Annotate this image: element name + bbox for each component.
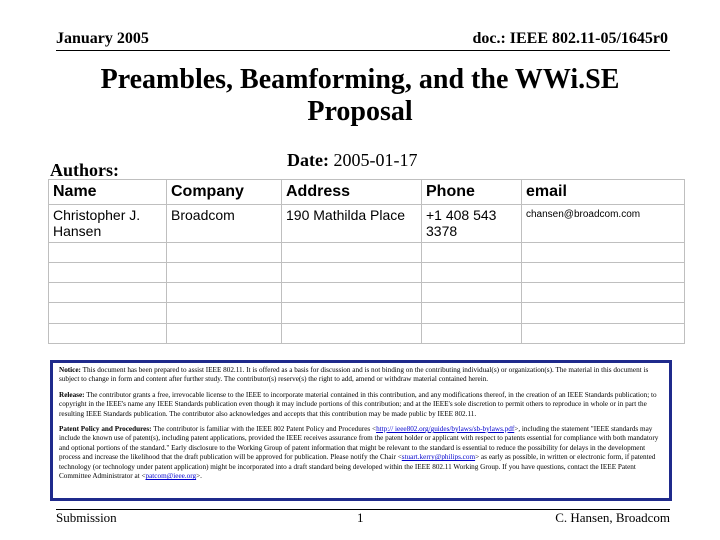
- cell-name: Christopher J. Hansen: [49, 205, 167, 242]
- header-rule: [56, 50, 670, 51]
- footer-author: C. Hansen, Broadcom: [555, 510, 670, 525]
- release-paragraph: [59, 391, 663, 419]
- table-row-empty: [49, 303, 685, 323]
- table-row: [49, 205, 685, 242]
- header-doc-number: doc.: IEEE 802.11-05/1645r0: [472, 30, 668, 47]
- authors-label: Authors:: [50, 160, 120, 180]
- authors-table: [48, 179, 685, 344]
- notice-paragraph: [59, 366, 663, 385]
- table-row-empty: [49, 242, 685, 262]
- bylaws-link[interactable]: http:// ieee802.org/guides/bylaws/sb-bylaws.pdf: [376, 425, 515, 434]
- date-label: Date:: [287, 150, 329, 170]
- patent-text: >, including the statement "IEEE standards may include the known use of patent(s), including patent applications, provided the IEEE receives assurance from the patent holder or applicant with respect to patents essential for compliance with both mandatory and optional portions of the standard." Early disclosure to the Working Group of patent information that might be relevant to the standard is essential to reduce the possibility for delays in the development process and increase the likelihood that the draft publication will be approved for publication. Please notify the Chair <: [59, 425, 659, 462]
- header-date: January 2005: [56, 30, 149, 47]
- slide-title: Preambles, Beamforming, and the WWi.SE Proposal: [100, 64, 620, 127]
- notice-text: This document has been prepared to assist IEEE 802.11. It is offered as a basis for discussion and is not binding on the contributing individual(s) or organization(s). The material in this document is subject to change in form and content after further study. The contributor(s) reserve(s) the right to add, amend or withdraw material contained herein.: [59, 366, 649, 384]
- table-row-empty: [49, 283, 685, 303]
- patent-heading: Patent Policy and Procedures:: [59, 425, 152, 434]
- cell-address: 190 Mathilda Place: [282, 205, 422, 242]
- patent-paragraph: [59, 425, 663, 481]
- table-header-row: [49, 180, 685, 205]
- cell-phone: +1 408 543 3378: [422, 205, 522, 242]
- date-value: 2005-01-17: [333, 150, 418, 170]
- col-header-name: Name: [49, 180, 167, 205]
- chair-email-link[interactable]: stuart.kerry@philips.com: [401, 453, 476, 462]
- table-row-empty: [49, 323, 685, 343]
- patent-text: The contributor is familiar with the IEEE 802 Patent Policy and Procedures <: [151, 425, 377, 434]
- patent-text: >.: [196, 472, 202, 481]
- cell-email: chansen@broadcom.com: [522, 205, 685, 242]
- col-header-phone: Phone: [422, 180, 522, 205]
- release-heading: Release:: [59, 390, 85, 399]
- patent-text: > as early as possible, in written or electronic form, if patented technology (or technology under patent application) might be incorporated into a draft standard being developed within the IEEE 802.11 Working Group. If you have questions, contact the IEEE Patent Committee Administrator at <: [59, 453, 656, 481]
- notice-heading: Notice:: [59, 366, 81, 374]
- col-header-company: Company: [167, 180, 282, 205]
- col-header-email: email: [522, 180, 685, 205]
- notice-box: [50, 360, 672, 501]
- patcom-email-link[interactable]: patcom@ieee.org: [145, 472, 197, 481]
- col-header-address: Address: [282, 180, 422, 205]
- date-line: [287, 150, 417, 171]
- cell-company: Broadcom: [167, 205, 282, 242]
- table-row-empty: [49, 262, 685, 282]
- footer-submission: Submission: [56, 510, 117, 525]
- release-text: The contributor grants a free, irrevocable license to the IEEE to incorporate material contained in this contribution, and any modifications thereof, in the creation of an IEEE Standards publication; to copyright in the IEEE's name any IEEE Standards publication even though it may include portions of this contribution; and at the IEEE's sole discretion to permit others to reproduce in whole or in part the resulting IEEE Standards publication. The contributor also acknowledges and accepts that this contribution may be made public by IEEE 802.11.: [59, 390, 657, 418]
- footer-page-number: 1: [357, 510, 364, 525]
